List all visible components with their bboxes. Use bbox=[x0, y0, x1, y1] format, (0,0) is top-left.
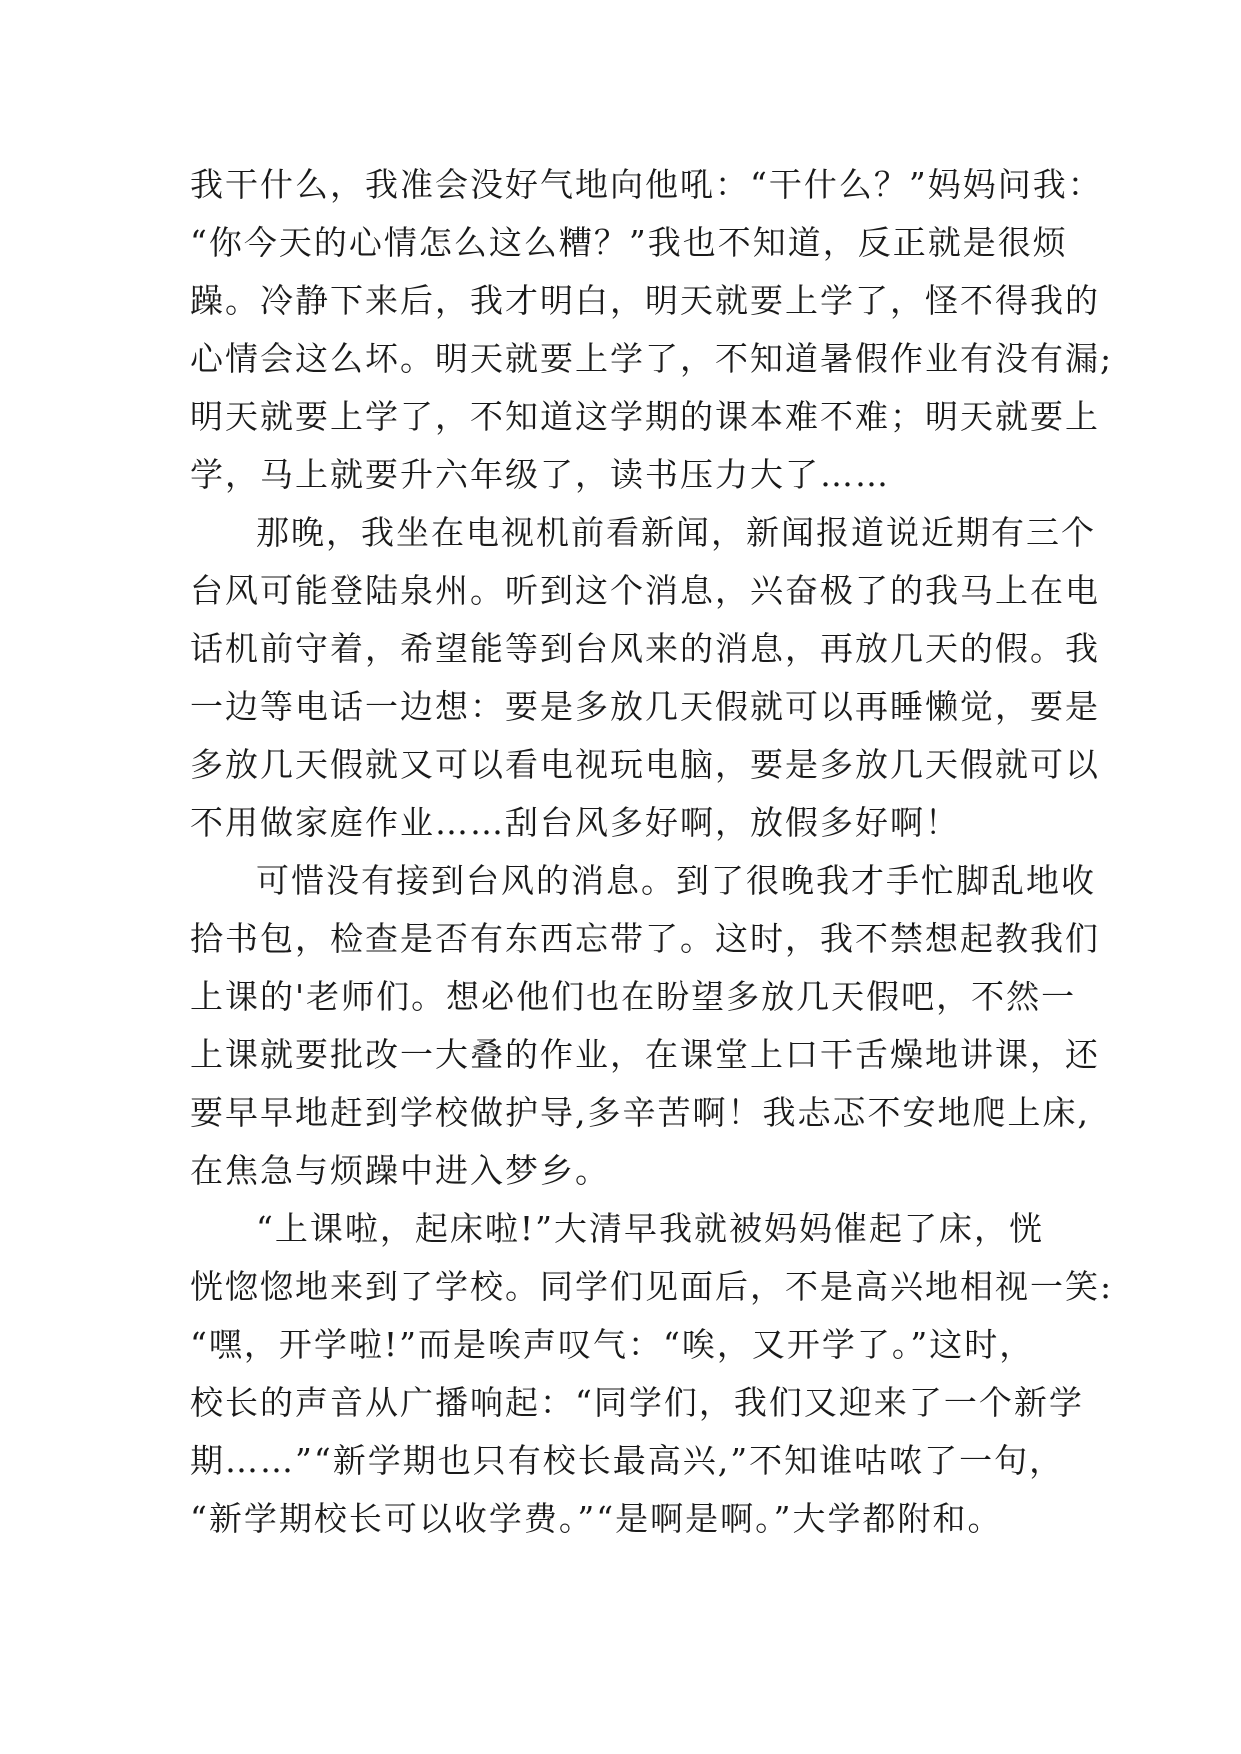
text-line: “你今天的心情怎么这么糟？”我也不知道，反正就是很烦 bbox=[190, 223, 1068, 262]
text-line: 一边等电话一边想：要是多放几天假就可以再睡懒觉，要是 bbox=[190, 687, 1100, 726]
text-line: “新学期校长可以收学费。”“是啊是啊。”大学都附和。 bbox=[190, 1499, 1003, 1538]
paragraph-2 bbox=[190, 504, 1100, 852]
document-body bbox=[190, 156, 1114, 1548]
paragraph-3 bbox=[190, 852, 1100, 1200]
text-line: 明天就要上学了，不知道这学期的课本难不难；明天就要上 bbox=[190, 397, 1100, 436]
text-line: 要早早地赶到学校做护导,多辛苦啊！我忐忑不安地爬上床, bbox=[190, 1093, 1090, 1132]
text-line: 多放几天假就又可以看电视玩电脑，要是多放几天假就可以 bbox=[190, 745, 1100, 784]
text-line: 我干什么，我准会没好气地向他吼：“干什么？”妈妈问我： bbox=[190, 165, 1103, 204]
text-line: 不用做家庭作业……刮台风多好啊，放假多好啊！ bbox=[190, 803, 960, 842]
text-line: 学，马上就要升六年级了，读书压力大了…… bbox=[190, 455, 890, 494]
text-line: 校长的声音从广播响起：“同学们，我们又迎来了一个新学 bbox=[190, 1383, 1084, 1422]
text-line: 期……”“新学期也只有校长最高兴,”不知谁咕哝了一句， bbox=[190, 1441, 1065, 1480]
text-line: 心情会这么坏。明天就要上学了，不知道暑假作业有没有漏; bbox=[190, 339, 1114, 378]
text-line: 在焦急与烦躁中进入梦乡。 bbox=[190, 1151, 610, 1190]
text-line: 恍惚惚地来到了学校。同学们见面后，不是高兴地相视一笑: bbox=[190, 1267, 1114, 1306]
text-line: 台风可能登陆泉州。听到这个消息，兴奋极了的我马上在电 bbox=[190, 571, 1100, 610]
text-line: “上课啦，起床啦!”大清早我就被妈妈催起了床，恍 bbox=[256, 1209, 1045, 1248]
paragraph-1 bbox=[190, 156, 1114, 504]
text-line: 上课的'老师们。想必他们也在盼望多放几天假吧，不然一 bbox=[190, 977, 1077, 1016]
text-line: 可惜没有接到台风的消息。到了很晚我才手忙脚乱地收 bbox=[256, 861, 1096, 900]
text-line: 话机前守着，希望能等到台风来的消息，再放几天的假。我 bbox=[190, 629, 1100, 668]
paragraph-4 bbox=[190, 1200, 1114, 1548]
text-line: 拾书包，检查是否有东西忘带了。这时，我不禁想起教我们 bbox=[190, 919, 1100, 958]
text-line: 上课就要批改一大叠的作业，在课堂上口干舌燥地讲课，还 bbox=[190, 1035, 1100, 1074]
text-line: 那晚，我坐在电视机前看新闻，新闻报道说近期有三个 bbox=[256, 513, 1096, 552]
text-line: 躁。冷静下来后，我才明白，明天就要上学了，怪不得我的 bbox=[190, 281, 1100, 320]
text-line: “嘿，开学啦!”而是唉声叹气：“唉，又开学了。”这时， bbox=[190, 1325, 1035, 1364]
